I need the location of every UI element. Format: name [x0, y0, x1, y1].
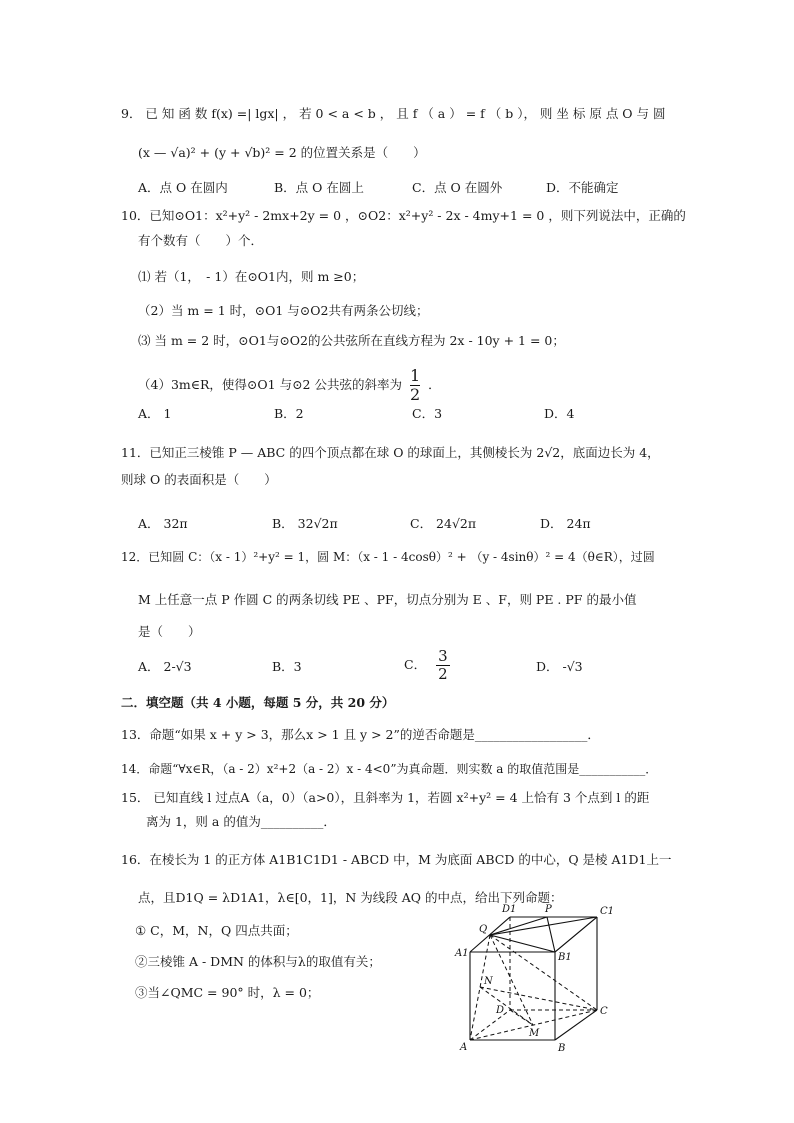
label-m: M	[529, 1028, 540, 1039]
q10-item1: ⑴ 若（1， - 1）在⊙O1内，则 m ≥0；	[138, 269, 365, 284]
q10-item2: （2）当 m = 1 时，⊙O1 与⊙O2共有两条公切线；	[138, 303, 429, 318]
label-p: P	[545, 904, 552, 915]
label-q: Q	[479, 924, 488, 935]
q10-item3: ⑶ 当 m = 2 时，⊙O1与⊙O2的公共弦所在直线方程为 2x - 10y + 1 = 0；	[138, 333, 565, 348]
segment-q-c1	[490, 917, 597, 935]
segment-q-p	[490, 917, 547, 935]
label-c: C	[600, 1006, 608, 1017]
segment-b1-c1-diag	[555, 917, 597, 952]
edge-b-c	[555, 1010, 597, 1040]
label-d: D	[496, 1005, 505, 1016]
segment-p-b1	[547, 917, 555, 952]
q12-option-a: A． 2-√3	[138, 659, 192, 674]
q16-line1: 16．在棱长为 1 的正方体 A1B1C1D1 - ABCD 中，M 为底面 ABCD 的中心，Q 是棱 A1D1上一	[121, 852, 672, 867]
q12-option-d: D． -√3	[536, 659, 583, 674]
q10-frac-num: 1	[409, 366, 421, 385]
q10-item4-text: （4）3m∈R，使得⊙O1 与⊙2 公共弦的斜率为	[138, 377, 402, 392]
q11-option-d: D． 24π	[540, 516, 591, 531]
q12-optc-num: 3	[438, 647, 448, 665]
q16-item1: ① C，M，N，Q 四点共面；	[135, 923, 298, 938]
q11-option-c: C． 24√2π	[410, 516, 477, 531]
q14-text: 14．命题“∀x∈R，（a - 2）x²+2（a - 2）x - 4<0”为真命题．则实数 a 的取值范围是___________．	[121, 762, 658, 776]
q12-option-c	[404, 648, 450, 683]
label-n: N	[484, 976, 493, 987]
q15-line2: 离为 1，则 a 的值为__________．	[146, 814, 336, 829]
q10-option-d: D．4	[544, 406, 575, 421]
q16-item2: ②三棱锥 A - DMN 的体积与λ的取值有关；	[135, 954, 381, 969]
q16-item3: ③当∠QMC = 90° 时，λ = 0；	[135, 985, 320, 1000]
q10-fraction	[410, 367, 420, 404]
segment-q-b1	[490, 935, 555, 952]
q15-line1: 15． 已知直线 l 过点A（a，0）（a>0），且斜率为 1，若圆 x²+y² = 4 上恰有 3 个点到 l 的距	[121, 790, 650, 805]
q9-option-d: D．不能确定	[546, 180, 619, 195]
q16-line2: 点，且D1Q = λD1A1，λ∈[0，1]，N 为线段 AQ 的中点，给出下列命题：	[138, 890, 563, 905]
q12-option-c-label: C．	[404, 657, 427, 672]
q11-option-a: A． 32π	[138, 516, 188, 531]
label-a1: A1	[455, 948, 469, 959]
q9-option-c: C．点 O 在圆外	[412, 180, 503, 195]
q10-option-a: A． 1	[138, 406, 172, 421]
q10-item4	[138, 367, 441, 404]
q10-item4-end: ．	[428, 377, 441, 392]
label-d1: D1	[502, 904, 517, 915]
label-c1: C1	[600, 906, 615, 917]
q9-line2: (x — √a)² + (y + √b)² = 2 的位置关系是（ ）	[138, 145, 426, 160]
label-a: A	[460, 1042, 468, 1053]
q13-text: 13．命题“如果 x + y > 3，那么x > 1 且 y > 2”的逆否命题是__________________．	[121, 727, 600, 742]
q11-line1: 11．已知正三棱锥 P — ABC 的四个顶点都在球 O 的球面上，其侧棱长为 2√2，底面边长为 4，	[121, 445, 660, 460]
q10-option-b: B．2	[274, 406, 304, 421]
label-b1: B1	[558, 952, 572, 963]
q10-frac-den: 2	[409, 385, 421, 404]
q10-line2: 有个数有（ ）个．	[138, 233, 264, 248]
q9-option-a: A．点 O 在圆内	[138, 180, 228, 195]
q12-line3: 是（ ）	[138, 624, 201, 639]
section-2-heading: 二．填空题（共 4 小题，每题 5 分，共 20 分）	[121, 695, 395, 710]
q12-line2: M 上任意一点 P 作圆 C 的两条切线 PE 、PF，切点分别为 E 、F，则 PE . PF 的最小值	[138, 592, 637, 607]
hidden-q-c	[490, 935, 597, 1010]
q9-option-b: B．点 O 在圆上	[274, 180, 364, 195]
q12-option-b: B．3	[272, 659, 302, 674]
q11-line2: 则球 O 的表面积是（ ）	[121, 472, 277, 487]
cube-figure	[450, 900, 625, 1060]
q10-line1: 10．已知⊙O1：x²+y² - 2mx+2y = 0 ，⊙O2：x²+y² - 2x - 4my+1 = 0 ，则下列说法中，正确的	[121, 208, 686, 223]
q11-option-b: B． 32√2π	[272, 516, 338, 531]
q9-line1: 9． 已 知 函 数 f(x) =| lgx| ， 若 0 < a < b ， 且 f （ a ） = f （ b ）， 则 坐 标 原 点 O 与 圆	[121, 106, 666, 121]
q12-optc-den: 2	[438, 665, 448, 683]
q12-optc-fraction	[436, 648, 450, 683]
label-b: B	[558, 1043, 566, 1054]
q10-option-c: C．3	[412, 406, 443, 421]
q12-line1: 12．已知圆 C：（x - 1）²+y² = 1，圆 M：（x - 1 - 4cosθ）² + （y - 4sinθ）² = 4（θ∈R），过圆	[121, 550, 655, 564]
